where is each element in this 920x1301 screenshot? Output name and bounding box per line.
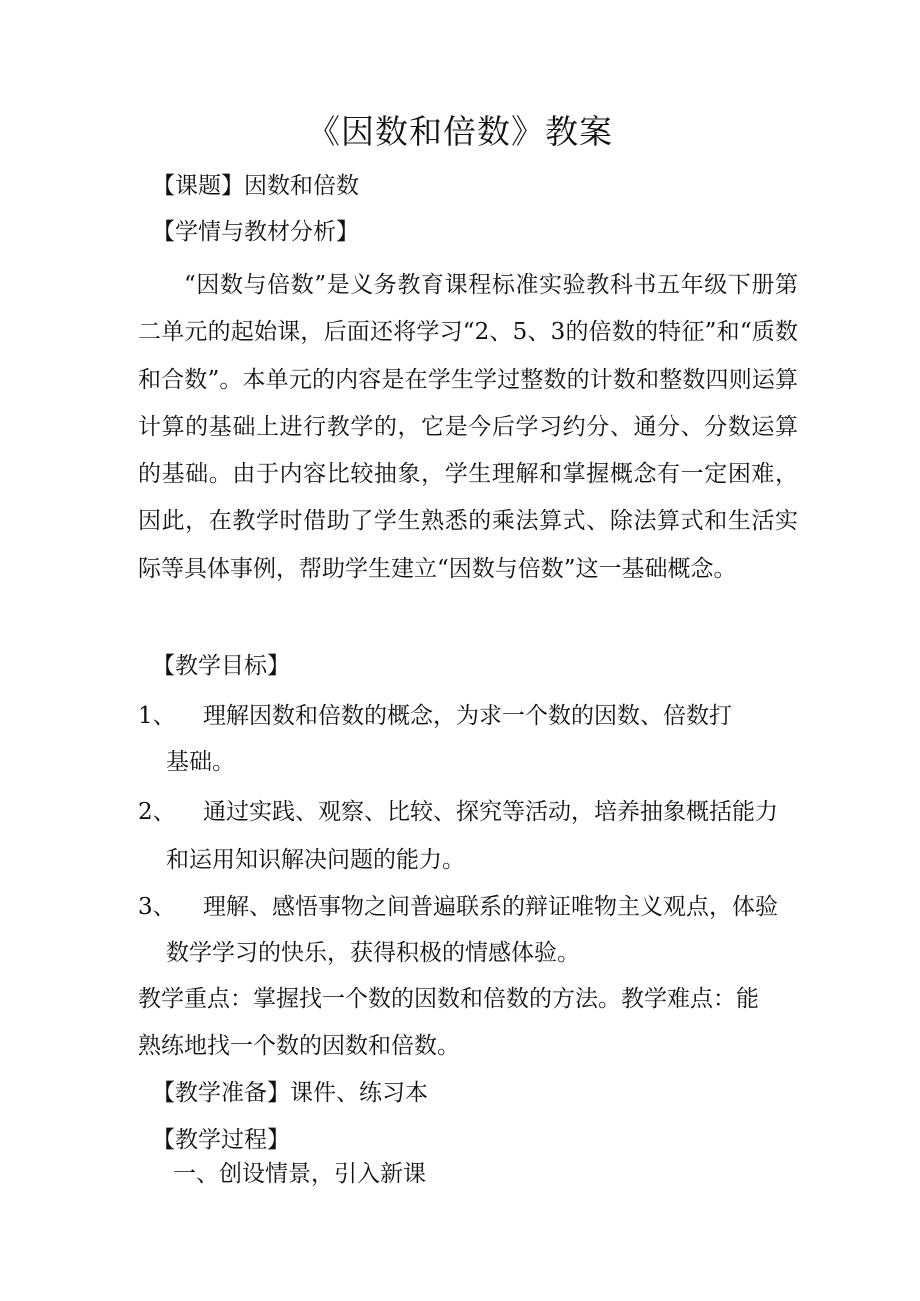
goal-text: 通过实践、观察、比较、探究等活动，培养抽象概括能力 (203, 799, 778, 825)
goal-text: 理解因数和倍数的概念，为求一个数的因数、倍数打 (203, 703, 732, 729)
preparation-line: 【教学准备】课件、练习本 (152, 1080, 428, 1106)
topic-line: 【课题】因数和倍数 (152, 173, 359, 199)
analysis-paragraph: “因数与倍数”是义务教育课程标准实验教科书五年级下册第二单元的起始课，后面还将学习“2、5、3的倍数的特征”和“质数和合数”。本单元的内容是在学生学过整数的计数和整数四则运算计算的基础上进行教学的，它是今后学习约分、通分、分数运算的基础。由于内容比较抽象，学生理解和掌握概念有一定困难，因此，在教学时借助了学生熟悉的乘法算式、除法算式和生活实际等具体事例，帮助学生建立“因数与倍数”这一基础概念。 (138, 272, 798, 582)
goal-number: 2、 (138, 799, 176, 825)
goal-number: 1、 (138, 703, 176, 729)
goals-heading: 【教学目标】 (152, 653, 290, 679)
goal-text: 理解、感悟事物之间普遍联系的辩证唯物主义观点，体验 (203, 894, 778, 920)
process-step: 一、创设情景，引入新课 (173, 1161, 426, 1187)
key-points-line: 教学重点：掌握找一个数的因数和倍数的方法。教学难点：能 (138, 986, 759, 1012)
analysis-heading: 【学情与教材分析】 (152, 219, 359, 245)
goal-text-continued: 数学学习的快乐，获得积极的情感体验。 (166, 940, 580, 966)
process-heading: 【教学过程】 (152, 1127, 290, 1153)
key-points-line-continued: 熟练地找一个数的因数和倍数。 (138, 1033, 460, 1059)
goal-number: 3、 (138, 894, 176, 920)
goal-text-continued: 和运用知识解决问题的能力。 (166, 847, 465, 873)
goal-text-continued: 基础。 (166, 749, 235, 775)
document-title: 《因数和倍数》教案 (307, 112, 613, 151)
